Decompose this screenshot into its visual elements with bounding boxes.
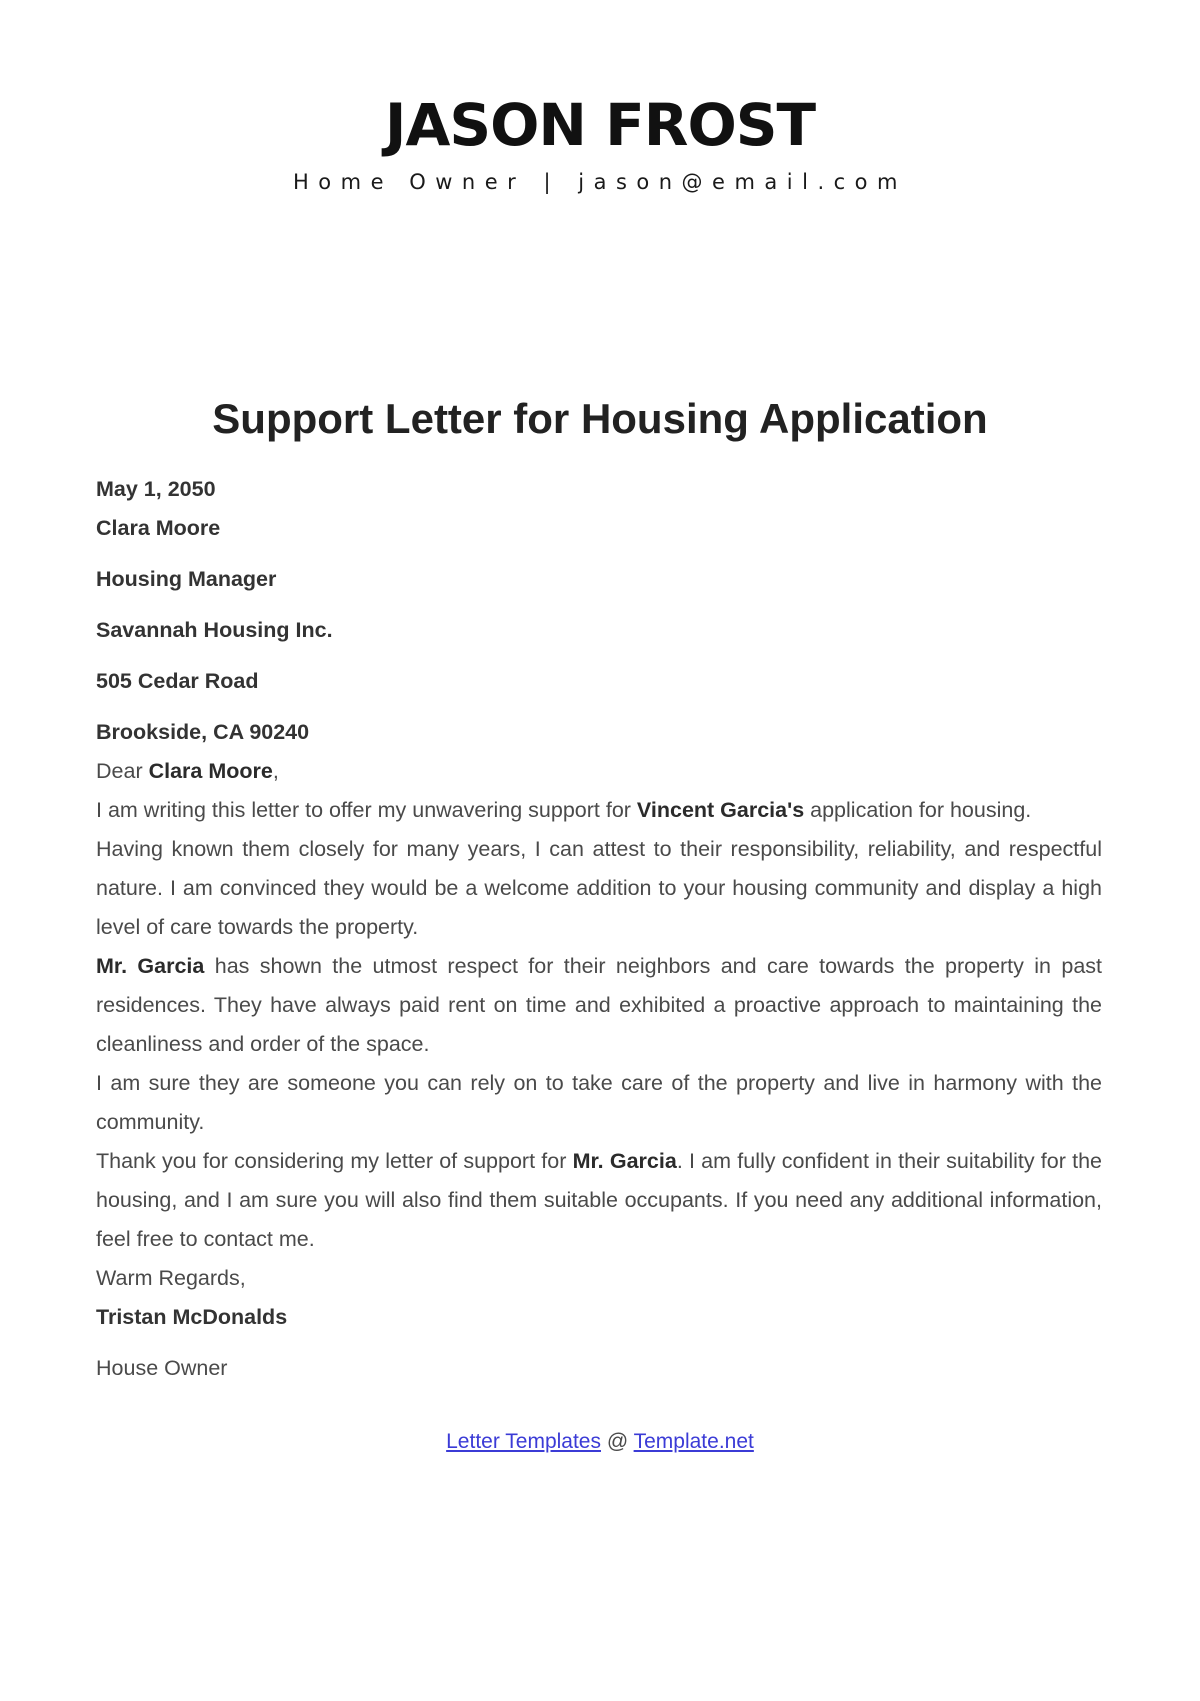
- salutation-prefix: Dear: [96, 759, 149, 783]
- sender-role: Home Owner: [293, 170, 526, 194]
- sender-name: JASON FROST: [384, 91, 816, 159]
- footer-credit: [0, 1430, 1200, 1454]
- closing: Warm Regards,: [96, 1266, 246, 1290]
- recipient-street: 505 Cedar Road: [96, 669, 259, 693]
- letter-title: Support Letter for Housing Application: [212, 395, 988, 442]
- salutation-suffix: ,: [272, 759, 279, 783]
- paragraph-1: [96, 791, 1102, 830]
- signer-name: Tristan McDonalds: [96, 1305, 288, 1329]
- p1-text-after: application for housing.: [804, 798, 1032, 822]
- p1-text-before: I am writing this letter to offer my unwavering support for: [96, 798, 637, 822]
- letterhead: [0, 91, 1200, 194]
- p1-applicant-name: Vincent Garcia's: [636, 798, 805, 822]
- salutation-name: Clara Moore: [148, 759, 273, 783]
- sender-email: jason@email.com: [578, 170, 907, 194]
- paragraph-3: [96, 947, 1102, 1064]
- recipient-name: Clara Moore: [96, 516, 221, 540]
- p5-text-before: Thank you for considering my letter of support for: [96, 1149, 573, 1173]
- sender-subline: [0, 172, 1200, 193]
- p5-text-after: . I am fully confident in their suitability for the housing, and I am sure you will also find them suitable occupants. If you need any additional information, feel free to contact me.: [96, 1149, 1103, 1251]
- recipient-company: Savannah Housing Inc.: [96, 618, 333, 642]
- signer-title: House Owner: [96, 1356, 228, 1380]
- recipient-city: Brookside, CA 90240: [96, 720, 310, 744]
- subline-separator: |: [543, 170, 561, 194]
- p5-applicant-name: Mr. Garcia: [572, 1149, 677, 1173]
- salutation: [96, 752, 1102, 791]
- p3-applicant-name: Mr. Garcia: [96, 954, 205, 978]
- letter-templates-link[interactable]: Letter Templates: [446, 1430, 601, 1453]
- p3-text-after: has shown the utmost respect for their neighbors and care towards the property in past residences. They have always paid rent on time and exhibited a proactive approach to maintaining the cleanliness and order of the space.: [96, 954, 1103, 1056]
- paragraph-4: I am sure they are someone you can rely on to take care of the property and live in harmony with the community.: [96, 1071, 1102, 1134]
- letter-body: [96, 470, 1102, 1388]
- letter-date: May 1, 2050: [96, 477, 216, 501]
- recipient-position: Housing Manager: [96, 567, 277, 591]
- paragraph-2: Having known them closely for many years, I can attest to their responsibility, reliability, and respectful nature. I am convinced they would be a welcome addition to your housing community and display a high level of care towards the property.: [96, 837, 1102, 939]
- template-net-link[interactable]: Template.net: [633, 1430, 754, 1453]
- footer-at: @: [601, 1430, 634, 1453]
- paragraph-5: [96, 1142, 1102, 1259]
